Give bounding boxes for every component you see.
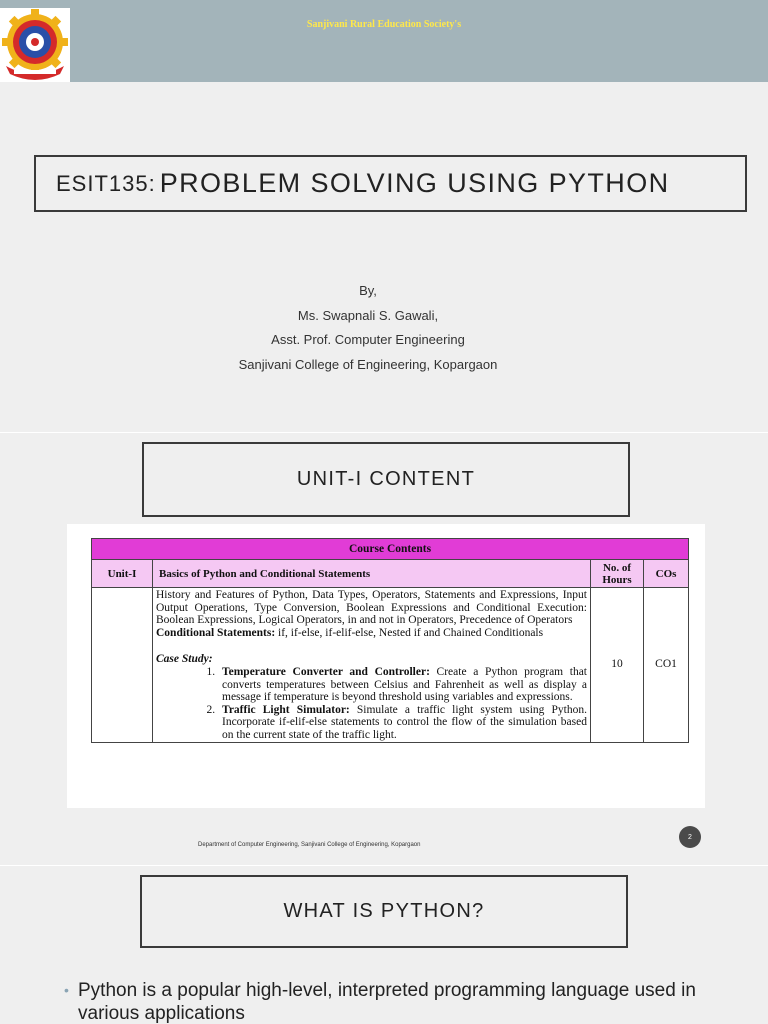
author-by: By, <box>359 283 377 298</box>
course-code: ESIT135: <box>56 170 156 196</box>
course-title-box <box>34 155 747 212</box>
footer-department: Department of Computer Engineering, Sanjivani College of Engineering, Kopargaon <box>198 842 421 848</box>
bullet-item <box>64 979 718 1024</box>
course-contents-image <box>67 524 705 808</box>
conditional-statements <box>156 627 587 640</box>
author-title: Asst. Prof. Computer Engineering <box>271 332 465 347</box>
unit-cell <box>92 588 153 743</box>
col-hours: No. of Hours <box>591 560 644 588</box>
col-cos: COs <box>644 560 689 588</box>
description-text: History and Features of Python, Data Types, Operators, Statements and Expressions, Input Output Operations, Type Conversion, Boolean Expressions and Conditional Execution: Boolean Expressions, Logical Operators, in and not in Operators, Precedence of Operators <box>156 589 587 627</box>
case-item-text: Create a Python program that converts temperatures between Celsius and Fahrenheit as well as display a message if temperature is beyond threshold using variables and expressions. <box>222 665 588 704</box>
cos-cell: CO1 <box>644 588 689 743</box>
slide-heading: UNIT-I CONTENT <box>142 442 630 517</box>
page-number-badge: 2 <box>679 826 701 848</box>
author-block <box>0 283 736 381</box>
case-item-label: Temperature Converter and Controller: <box>222 665 430 678</box>
unit-content-slide <box>0 433 768 865</box>
bullet-text: Python is a popular high-level, interpreted programming language used in various applications <box>78 980 696 1024</box>
case-item-text: Simulate a traffic light system using Python. Incorporate if-elif-else statements to control the flow of the simulation based on the current state of the traffic light. <box>222 703 587 741</box>
author-college: Sanjivani College of Engineering, Kopargaon <box>238 356 498 372</box>
conditional-label: Conditional Statements: <box>156 626 276 639</box>
course-title: PROBLEM SOLVING USING PYTHON <box>159 168 670 198</box>
slide-heading: WHAT IS PYTHON? <box>140 875 628 948</box>
author-name: Ms. Swapnali S. Gawali, <box>297 307 439 323</box>
case-item-label: Traffic Light Simulator: <box>222 703 350 716</box>
header-band <box>0 0 768 82</box>
conditional-text: if, if-else, if-elif-else, Nested if and Chained Conditionals <box>275 626 544 639</box>
table-caption: Course Contents <box>92 539 689 560</box>
bullet-dot-icon: • <box>64 982 69 998</box>
case-study-label: Case Study: <box>156 653 213 666</box>
case-item <box>218 666 587 704</box>
course-contents-table <box>91 538 689 743</box>
what-is-python-slide <box>0 866 768 1024</box>
col-unit: Unit-I <box>92 560 153 588</box>
title-slide <box>0 0 768 432</box>
description-cell <box>153 588 591 743</box>
hours-cell: 10 <box>591 588 644 743</box>
case-study-list <box>156 666 587 742</box>
col-topic: Basics of Python and Conditional Statements <box>153 560 591 588</box>
case-item <box>218 704 587 742</box>
society-name: Sanjivani Rural Education Society's <box>306 19 462 30</box>
